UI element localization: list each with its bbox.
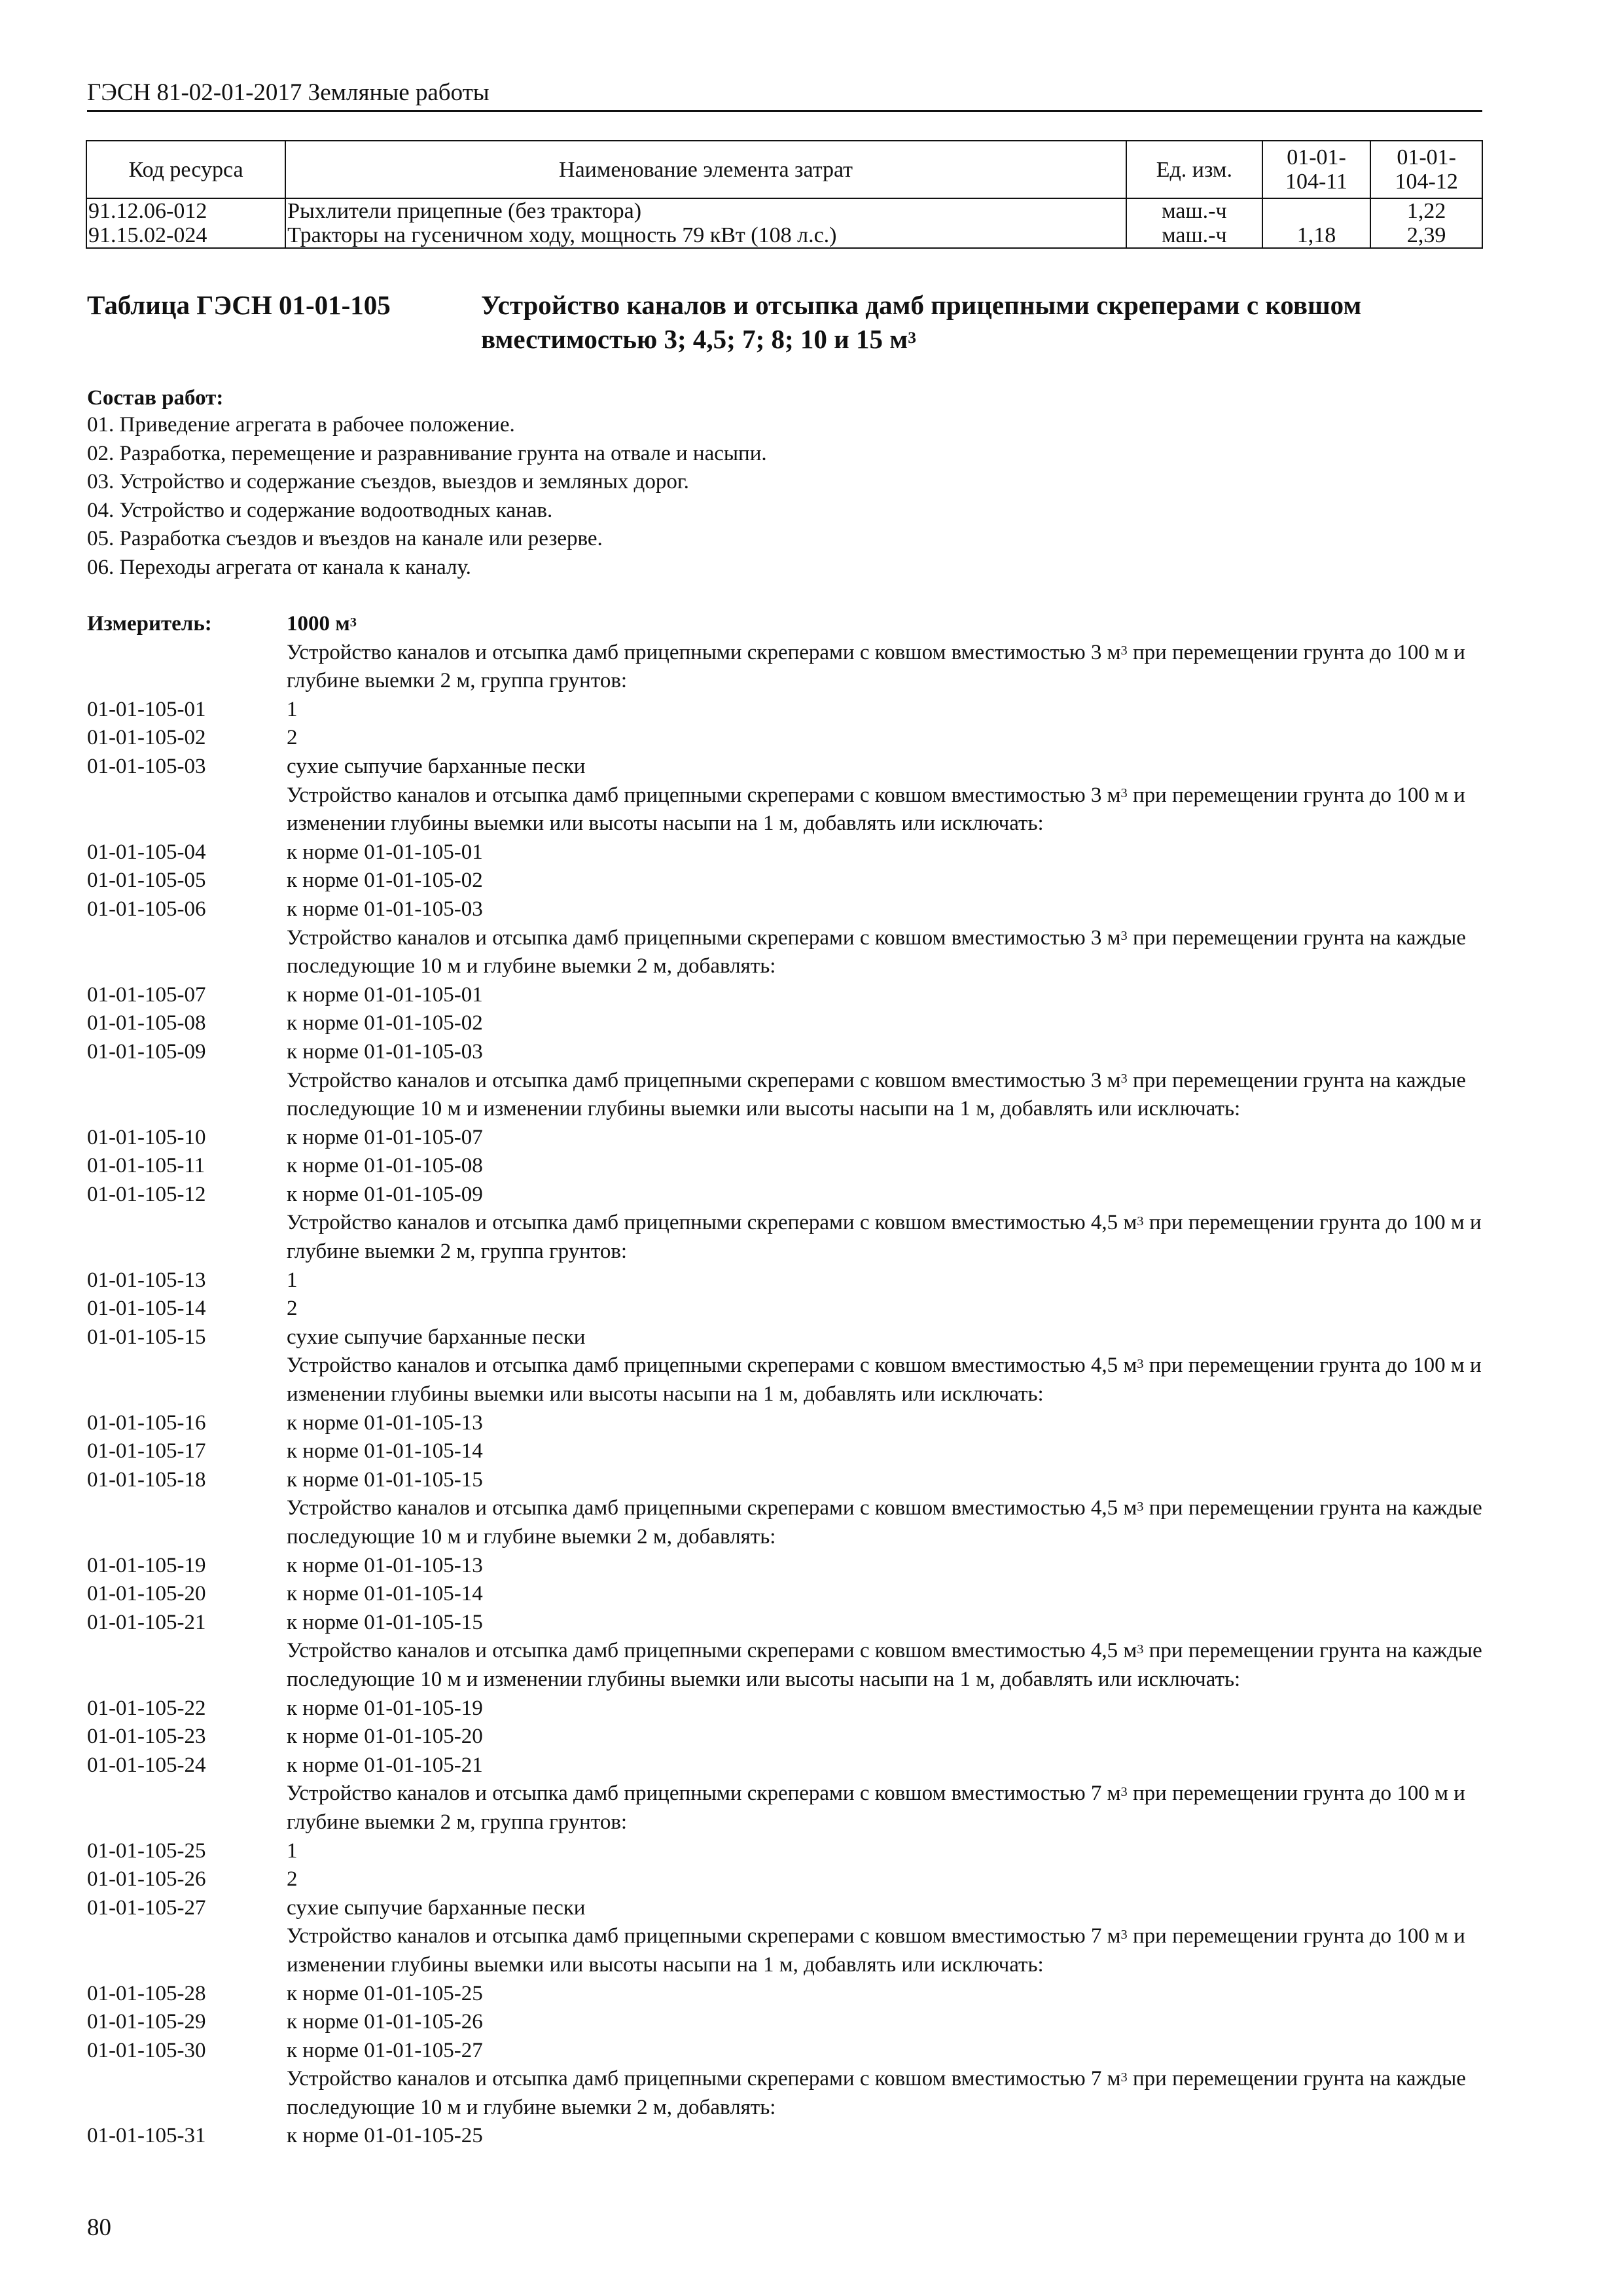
norm-code [87, 639, 287, 696]
norm-group-text-post: при перемещении грунта на каждые последующие 10 м и изменении глубины выемки или высоты насыпи на 1 м, добавлять или исключать: [287, 1639, 1482, 1691]
norm-group-text-post: при перемещении грунта на каждые последующие 10 м и изменении глубины выемки или высоты насыпи на 1 м, добавлять или исключать: [287, 1068, 1466, 1121]
resource-table-header [86, 141, 1482, 198]
norm-row [87, 1323, 1488, 1352]
col-header-norm-12-l1: 01-01- [1397, 145, 1456, 170]
norm-code [87, 1922, 287, 1979]
cell-name: Тракторы на гусеничном ходу, мощность 79 кВт (108 л.с.) [285, 223, 1126, 248]
norm-code: 01-01-105-02 [87, 726, 206, 750]
norm-code: 01-01-105-03 [87, 754, 206, 778]
work-composition-item: 02. Разработка, перемещение и разравнивание грунта на отвале и насыпи. [87, 441, 767, 465]
cell-unit: маш.-ч [1126, 223, 1262, 248]
work-composition-item: 03. Устройство и содержание съездов, выездов и земляных дорог. [87, 470, 689, 493]
norm-row [87, 2037, 1488, 2066]
norm-row [87, 981, 1488, 1010]
norm-row [87, 1295, 1488, 1323]
work-composition-title: Состав работ: [87, 386, 224, 410]
norm-group-text-pre: Устройство каналов и отсыпка дамб прицепными скреперами с ковшом вместимостью 4,5 м [287, 1496, 1137, 1520]
table-title-sup: 3 [908, 329, 916, 348]
norm-group-text-pre: Устройство каналов и отсыпка дамб прицепными скреперами с ковшом вместимостью 3 м [287, 1068, 1121, 1092]
table-title-text: Устройство каналов и отсыпка дамб прицепными скреперами с ковшом вместимостью 3; 4,5; 7; 8; 10 и 15 м [481, 290, 1362, 354]
norm-group-description [87, 1922, 1488, 1979]
norm-code: 01-01-105-12 [87, 1182, 206, 1206]
table-label: Таблица ГЭСН 01-01-105 [87, 290, 391, 320]
norm-group-description [87, 1637, 1488, 1694]
norm-code [87, 781, 287, 838]
norm-code [87, 1780, 287, 1837]
norm-group-text-sup: 3 [1120, 1928, 1128, 1943]
norm-text: к норме 01-01-105-02 [287, 869, 483, 893]
norm-text: к норме 01-01-105-02 [287, 1011, 483, 1035]
norm-group-text-post: при перемещении грунта до 100 м и изменении глубины выемки или высоты насыпи на 1 м, добавлять или исключать: [287, 1354, 1482, 1407]
resource-table [86, 140, 1483, 249]
norm-text: к норме 01-01-105-25 [287, 1981, 483, 2005]
norm-row [87, 1266, 1488, 1295]
norm-text: 2 [287, 1867, 298, 1892]
norm-code: 01-01-105-23 [87, 1725, 206, 1749]
norm-code: 01-01-105-07 [87, 982, 206, 1007]
norm-group-text [287, 1637, 1488, 1694]
norm-text: к норме 01-01-105-15 [287, 1467, 483, 1492]
norm-group-text-sup: 3 [1137, 1214, 1144, 1229]
norm-group-description [87, 924, 1488, 981]
measure-row [87, 610, 1488, 639]
col-header-norm-11 [1262, 141, 1371, 198]
norm-group-text-pre: Устройство каналов и отсыпка дамб прицепными скреперами с ковшом вместимостью 4,5 м [287, 1211, 1137, 1235]
norm-code: 01-01-105-19 [87, 1553, 206, 1577]
norm-text: к норме 01-01-105-03 [287, 897, 483, 921]
norm-code: 01-01-105-15 [87, 1325, 206, 1349]
norm-group-text-post: при перемещении грунта на каждые последующие 10 м и глубине выемки 2 м, добавлять: [287, 2067, 1466, 2119]
col-header-norm-12-l2: 104-12 [1395, 170, 1458, 194]
col-header-norm-11-l2: 104-11 [1285, 170, 1348, 194]
norm-group-text [287, 639, 1488, 696]
norm-text: к норме 01-01-105-13 [287, 1553, 483, 1577]
norm-group-text [287, 924, 1488, 981]
norm-group-text-post: при перемещении грунта до 100 м и изменении глубины выемки или высоты насыпи на 1 м, добавлять или исключать: [287, 1924, 1465, 1977]
norm-group-text-pre: Устройство каналов и отсыпка дамб прицепными скреперами с ковшом вместимостью 4,5 м [287, 1354, 1137, 1378]
norm-group-description [87, 781, 1488, 838]
norm-row [87, 1723, 1488, 1751]
norm-row [87, 1980, 1488, 2009]
norm-row [87, 1009, 1488, 1038]
norm-row [87, 895, 1488, 924]
norm-row [87, 1124, 1488, 1153]
norm-text: к норме 01-01-105-19 [287, 1696, 483, 1720]
work-composition-item: 06. Переходы агрегата от канала к каналу. [87, 555, 471, 579]
norm-group-text-sup: 3 [1137, 1357, 1144, 1372]
norm-group-text-post: при перемещении грунта до 100 м и глубине выемки 2 м, группа грунтов: [287, 1782, 1465, 1834]
norm-row [87, 838, 1488, 867]
norm-row [87, 696, 1488, 725]
norm-row [87, 1437, 1488, 1466]
norm-text: к норме 01-01-105-21 [287, 1753, 483, 1777]
measure-value-text: 1000 м [287, 612, 350, 636]
norm-group-description [87, 639, 1488, 696]
measure-label: Измеритель: [87, 612, 212, 636]
work-composition-item: 05. Разработка съездов и въездов на канале или резерве. [87, 527, 603, 550]
page-number: 80 [87, 2214, 111, 2241]
measure-value [287, 610, 1488, 639]
norm-text: к норме 01-01-105-20 [287, 1725, 483, 1749]
norm-code: 01-01-105-13 [87, 1268, 206, 1292]
norm-group-text-post: при перемещении грунта до 100 м и изменении глубины выемки или высоты насыпи на 1 м, добавлять или исключать: [287, 783, 1465, 836]
norm-group-description [87, 1067, 1488, 1124]
norm-text: к норме 01-01-105-09 [287, 1182, 483, 1206]
norm-group-text-sup: 3 [1137, 1499, 1144, 1515]
norm-code: 01-01-105-30 [87, 2038, 206, 2062]
norm-code: 01-01-105-16 [87, 1410, 206, 1435]
col-header-unit: Ед. изм. [1126, 141, 1262, 198]
norm-group-text [287, 1494, 1488, 1551]
norm-code: 01-01-105-05 [87, 869, 206, 893]
norm-group-description [87, 1209, 1488, 1266]
norm-group-text-pre: Устройство каналов и отсыпка дамб прицепными скреперами с ковшом вместимостью 3 м [287, 640, 1121, 664]
norm-code [87, 1352, 287, 1408]
norm-code: 01-01-105-18 [87, 1467, 206, 1492]
norm-group-text-post: при перемещении грунта до 100 м и глубине выемки 2 м, группа грунтов: [287, 640, 1465, 693]
norm-row [87, 1038, 1488, 1067]
norm-group-text [287, 1922, 1488, 1979]
norm-group-text [287, 1067, 1488, 1124]
col-header-code: Код ресурса [86, 141, 285, 198]
table-row [86, 198, 1482, 223]
table-row [86, 223, 1482, 248]
norm-row [87, 1837, 1488, 1866]
norm-group-text-sup: 3 [1120, 643, 1128, 658]
norm-group-text-post: при перемещении грунта на каждые последующие 10 м и глубине выемки 2 м, добавлять: [287, 925, 1466, 978]
norm-text: к норме 01-01-105-25 [287, 2124, 483, 2148]
norm-row [87, 1609, 1488, 1638]
norm-code: 01-01-105-01 [87, 697, 206, 721]
norm-code [87, 924, 287, 981]
norm-group-text-pre: Устройство каналов и отсыпка дамб прицепными скреперами с ковшом вместимостью 3 м [287, 925, 1121, 950]
norm-text: к норме 01-01-105-26 [287, 2010, 483, 2034]
norm-group-text-sup: 3 [1137, 1642, 1144, 1657]
norm-code: 01-01-105-22 [87, 1696, 206, 1720]
running-header: ГЭСН 81-02-01-2017 Земляные работы [87, 77, 1482, 112]
norm-code [87, 1209, 287, 1266]
norm-code: 01-01-105-26 [87, 1867, 206, 1892]
norm-code: 01-01-105-28 [87, 1981, 206, 2005]
cell-code: 91.15.02-024 [86, 223, 285, 248]
norm-row [87, 1580, 1488, 1609]
norm-row [87, 2008, 1488, 2037]
norm-group-text [287, 1352, 1488, 1408]
norm-group-text-sup: 3 [1120, 1071, 1128, 1086]
norm-code [87, 1637, 287, 1694]
norm-code [87, 1494, 287, 1551]
norm-text: сухие сыпучие барханные пески [287, 754, 586, 778]
norm-group-description [87, 1780, 1488, 1837]
norm-row [87, 1695, 1488, 1723]
norm-group-text-pre: Устройство каналов и отсыпка дамб прицепными скреперами с ковшом вместимостью 7 м [287, 1924, 1121, 1948]
norm-text: к норме 01-01-105-15 [287, 1610, 483, 1634]
norm-code [87, 2065, 287, 2122]
norm-code: 01-01-105-14 [87, 1297, 206, 1321]
norm-group-text [287, 1780, 1488, 1837]
norm-group-text [287, 1209, 1488, 1266]
norm-row [87, 1552, 1488, 1581]
norm-row [87, 1409, 1488, 1438]
norm-code [87, 1067, 287, 1124]
norm-group-description [87, 2065, 1488, 2122]
work-composition-list [87, 411, 1461, 582]
norm-row [87, 1894, 1488, 1923]
norm-group-text [287, 2065, 1488, 2122]
norm-code: 01-01-105-17 [87, 1439, 206, 1463]
norm-text: 1 [287, 1839, 298, 1863]
norm-code: 01-01-105-21 [87, 1610, 206, 1634]
work-composition-item: 01. Приведение агрегата в рабочее положение. [87, 413, 515, 437]
norm-group-text-post: при перемещении грунта до 100 м и глубине выемки 2 м, группа грунтов: [287, 1211, 1482, 1264]
norm-code: 01-01-105-27 [87, 1895, 206, 1920]
norm-text: к норме 01-01-105-14 [287, 1439, 483, 1463]
norm-group-text-sup: 3 [1120, 1785, 1128, 1800]
norm-text: к норме 01-01-105-03 [287, 1039, 483, 1064]
norm-code: 01-01-105-08 [87, 1011, 206, 1035]
norm-code: 01-01-105-06 [87, 897, 206, 921]
col-header-name: Наименование элемента затрат [285, 141, 1126, 198]
norm-code: 01-01-105-20 [87, 1582, 206, 1606]
work-composition-item: 04. Устройство и содержание водоотводных канав. [87, 498, 553, 522]
norm-group-text-sup: 3 [1120, 786, 1128, 801]
norm-code: 01-01-105-09 [87, 1039, 206, 1064]
norm-row [87, 724, 1488, 753]
norm-text: к норме 01-01-105-01 [287, 982, 483, 1007]
cell-value-11 [1262, 198, 1371, 223]
norm-group-text-pre: Устройство каналов и отсыпка дамб прицепными скреперами с ковшом вместимостью 4,5 м [287, 1639, 1137, 1663]
norm-text: к норме 01-01-105-14 [287, 1582, 483, 1606]
norm-text: к норме 01-01-105-08 [287, 1154, 483, 1178]
cell-value-12: 2,39 [1370, 223, 1482, 248]
norm-text: 2 [287, 1297, 298, 1321]
norm-row [87, 1181, 1488, 1210]
norm-row [87, 1466, 1488, 1495]
norm-text: 1 [287, 1268, 298, 1292]
norm-row [87, 1865, 1488, 1894]
norm-text: сухие сыпучие барханные пески [287, 1895, 586, 1920]
norm-group-text [287, 781, 1488, 838]
col-header-norm-12 [1370, 141, 1482, 198]
norm-code: 01-01-105-31 [87, 2124, 206, 2148]
norm-code: 01-01-105-24 [87, 1753, 206, 1777]
norm-row [87, 2122, 1488, 2151]
norm-text: к норме 01-01-105-13 [287, 1410, 483, 1435]
norm-group-text-pre: Устройство каналов и отсыпка дамб прицепными скреперами с ковшом вместимостью 7 м [287, 2067, 1121, 2091]
norm-text: сухие сыпучие барханные пески [287, 1325, 586, 1349]
cell-value-11: 1,18 [1262, 223, 1371, 248]
cell-code: 91.12.06-012 [86, 198, 285, 223]
cell-unit: маш.-ч [1126, 198, 1262, 223]
norm-code: 01-01-105-11 [87, 1154, 205, 1178]
norm-row [87, 1152, 1488, 1181]
norm-group-description [87, 1494, 1488, 1551]
norm-text: к норме 01-01-105-07 [287, 1125, 483, 1149]
norm-group-text-sup: 3 [1120, 929, 1128, 944]
cell-value-12: 1,22 [1370, 198, 1482, 223]
norm-text: 1 [287, 697, 298, 721]
norm-group-text-post: при перемещении грунта на каждые последующие 10 м и глубине выемки 2 м, добавлять: [287, 1496, 1482, 1549]
norms-list [87, 610, 1488, 2151]
norm-code: 01-01-105-25 [87, 1839, 206, 1863]
norm-row [87, 867, 1488, 895]
norm-code: 01-01-105-04 [87, 840, 206, 864]
norm-row [87, 1751, 1488, 1780]
table-title [481, 288, 1463, 356]
norm-group-text-pre: Устройство каналов и отсыпка дамб прицепными скреперами с ковшом вместимостью 3 м [287, 783, 1121, 807]
norm-text: к норме 01-01-105-27 [287, 2038, 483, 2062]
norm-group-text-sup: 3 [1120, 2070, 1128, 2085]
norm-group-text-pre: Устройство каналов и отсыпка дамб прицепными скреперами с ковшом вместимостью 7 м [287, 1782, 1121, 1806]
cell-name: Рыхлители прицепные (без трактора) [285, 198, 1126, 223]
norm-code: 01-01-105-10 [87, 1125, 206, 1149]
measure-value-sup: 3 [349, 615, 357, 630]
norm-text: 2 [287, 726, 298, 750]
norm-group-description [87, 1352, 1488, 1408]
norm-row [87, 753, 1488, 781]
norm-code: 01-01-105-29 [87, 2010, 206, 2034]
norm-text: к норме 01-01-105-01 [287, 840, 483, 864]
col-header-norm-11-l1: 01-01- [1287, 145, 1346, 170]
